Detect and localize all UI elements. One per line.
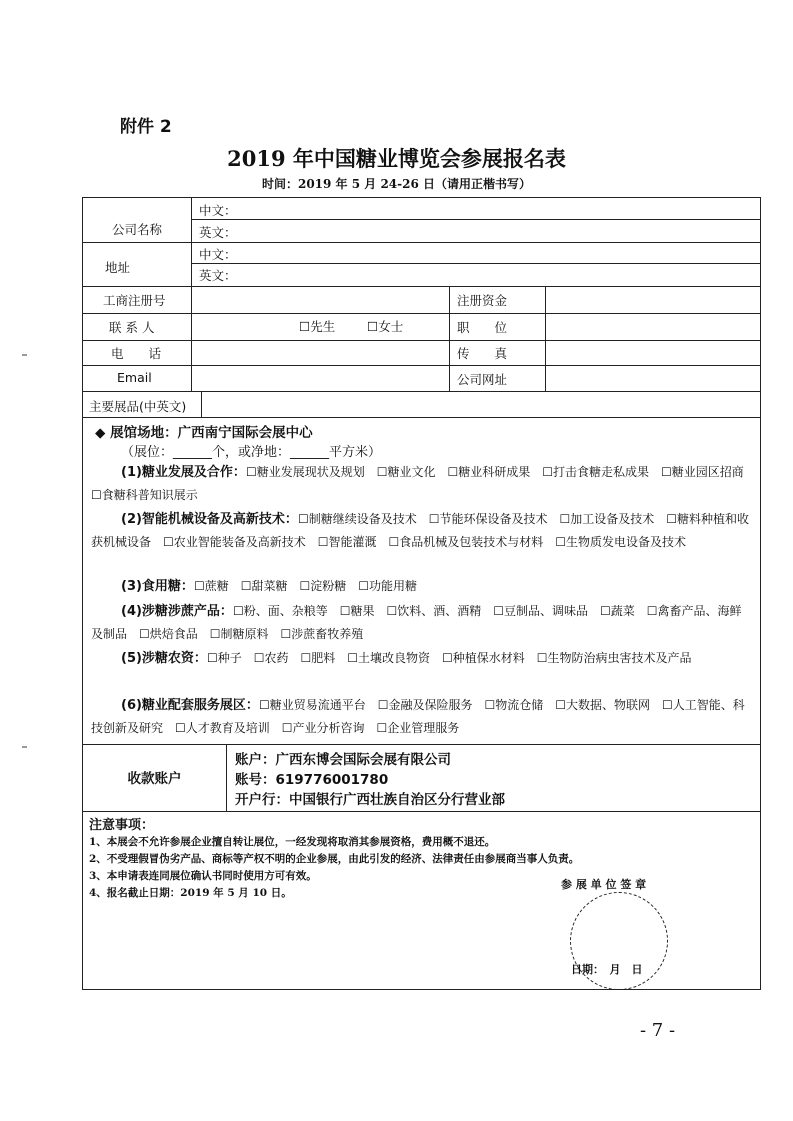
notice-title: 注意事项：: [89, 818, 155, 833]
fax-label: 传 真: [457, 346, 508, 361]
registration-form: [82, 197, 761, 990]
website-label: 公司网址: [457, 372, 508, 387]
address-cn-field[interactable]: 中文：: [199, 247, 237, 262]
address-en-field[interactable]: 英文：: [199, 268, 237, 283]
notice-item: 4、报名截止日期：2019 年 5 月 10 日。: [89, 887, 292, 899]
category-head: (4)涉糖涉蔗产品：: [121, 604, 233, 619]
contact-label: 联 系 人: [109, 320, 155, 335]
category-5: [91, 647, 750, 670]
reg-no-label: 工商注册号: [103, 293, 166, 308]
page-title: 2019 年中国糖业博览会参展报名表: [227, 146, 566, 171]
company-cn-field[interactable]: 中文：: [199, 203, 237, 218]
phone-label: 电 话: [111, 346, 162, 361]
category-options[interactable]: ☐糖业贸易流通平台 ☐金融及保险服务 ☐物流仓储 ☐大数据、物联网 ☐人工智能、科技创新及研究 ☐人才教育及培训 ☐产业分析咨询 ☐企业管理服务: [91, 698, 745, 735]
category-head: (5)涉糖农资：: [121, 651, 207, 666]
mr-checkbox[interactable]: ☐先生: [299, 319, 336, 334]
category-2: [91, 508, 750, 553]
category-head: (6)糖业配套服务展区：: [121, 698, 259, 713]
page-subtitle: 时间：2019 年 5 月 24-26 日（请用正楷书写）: [261, 177, 532, 191]
venue-line: ◆ 展馆场地：广西南宁国际会展中心: [95, 425, 313, 441]
company-name-label: 公司名称: [111, 222, 162, 237]
bank-name: 开户行：中国银行广西壮族自治区分行营业部: [235, 792, 505, 808]
category-3: [91, 575, 750, 598]
company-en-field[interactable]: 英文：: [199, 225, 237, 240]
category-options[interactable]: ☐种子 ☐农药 ☐肥料 ☐土壤改良物资 ☐种植保水材料 ☐生物防治病虫害技术及产品: [206, 651, 692, 665]
account-number: 账号：619776001780: [235, 772, 389, 788]
category-head: (2)智能机械设备及高新技术：: [121, 512, 298, 527]
payment-label: 收款账户: [127, 771, 182, 787]
category-head: (1)糖业发展及合作：: [121, 465, 246, 480]
address-label: 地址: [105, 260, 131, 275]
reg-capital-label: 注册资金: [457, 293, 508, 308]
products-label: 主要展品(中英文): [89, 399, 187, 414]
position-label: 职 位: [457, 320, 508, 335]
attachment-label: 附件 2: [120, 117, 172, 137]
notice-item: 2、不受理假冒伪劣产品、商标等产权不明的企业参展，由此引发的经济、法律责任由参展商当事人负责。: [89, 853, 580, 865]
page-number: - 7 -: [640, 1020, 676, 1041]
booth-size-line: （展位：______个，或净地：______平方米）: [121, 445, 382, 460]
category-options[interactable]: ☐蔗糖 ☐甜菜糖 ☐淀粉糖 ☐功能用糖: [193, 579, 417, 593]
category-4: [91, 600, 750, 645]
email-label: Email: [117, 370, 152, 385]
category-6: [91, 694, 750, 739]
signature-label: 参 展 单 位 签 章: [561, 878, 647, 891]
category-options[interactable]: ☐粉、面、杂粮等 ☐糖果 ☐饮料、酒、酒精 ☐豆制品、调味品 ☐蔬菜 ☐禽畜产品、海鲜及制品 ☐烘焙食品 ☐制糖原料 ☐涉蔗畜牧养殖: [91, 604, 742, 641]
notice-item: 3、本申请表连同展位确认书同时使用方可有效。: [89, 870, 317, 882]
category-options[interactable]: ☐糖业发展现状及规划 ☐糖业文化 ☐糖业科研成果 ☐打击食糖走私成果 ☐糖业园区招商 ☐食糖科普知识展示: [91, 465, 756, 502]
scan-mark: [22, 354, 27, 356]
category-1: [91, 461, 756, 506]
scan-mark: [22, 746, 27, 748]
category-head: (3)食用糖：: [121, 579, 194, 594]
notice-item: 1、本展会不允许参展企业擅自转让展位，一经发现将取消其参展资格，费用概不退还。: [89, 836, 496, 848]
account-name: 账户：广西东博会国际会展有限公司: [235, 752, 451, 768]
date-label: 日期： 月 日: [571, 963, 643, 976]
category-options[interactable]: ☐制糖继续设备及技术 ☐节能环保设备及技术 ☐加工设备及技术 ☐糖料种植和收获机械设备 ☐农业智能装备及高新技术 ☐智能灌溉 ☐食品机械及包装技术与材料 ☐生物质发电设备及技术: [91, 512, 749, 549]
ms-checkbox[interactable]: ☐女士: [367, 319, 404, 334]
